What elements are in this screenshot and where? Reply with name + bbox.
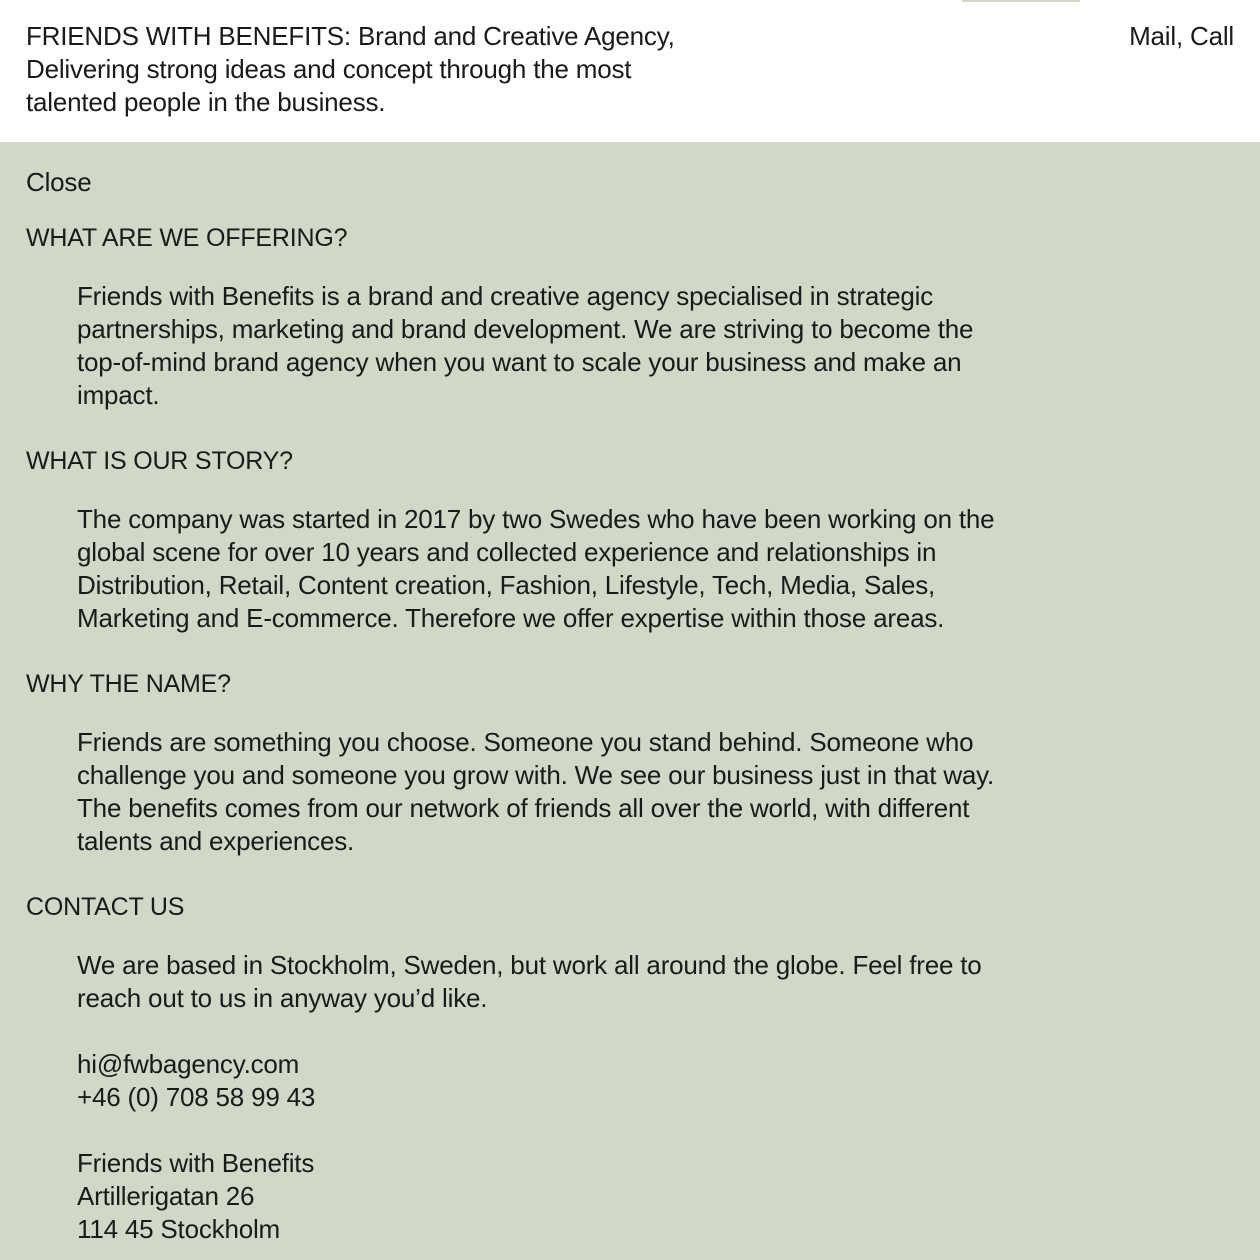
call-link[interactable]: Call (1190, 21, 1234, 51)
paragraph-line: The benefits comes from our network of friends all over the world, with different (77, 793, 970, 823)
tagline-line: talented people in the business. (26, 87, 386, 117)
info-panel (0, 142, 1260, 1260)
header-tab-indicator (962, 0, 1080, 2)
paragraph-line: top-of-mind brand agency when you want to scale your business and make an (77, 347, 962, 377)
address-line: 114 45 Stockholm (77, 1214, 280, 1244)
link-separator: , (1175, 21, 1190, 51)
phone-link[interactable]: +46 (0) 708 58 99 43 (77, 1082, 316, 1112)
close-button[interactable]: Close (26, 167, 92, 197)
paragraph-line: challenge you and someone you grow with. We see our business just in that way. (77, 760, 995, 790)
section-heading-contact: CONTACT US (26, 893, 185, 921)
contact-details (77, 1048, 1057, 1114)
paragraph-line: The company was started in 2017 by two Swedes who have been working on the (77, 504, 995, 534)
paragraph-line: global scene for over 10 years and collected experience and relationships in (77, 537, 937, 567)
paragraph-line: Friends are something you choose. Someone you stand behind. Someone who (77, 727, 974, 757)
tagline-line: FRIENDS WITH BENEFITS: Brand and Creative Agency, (26, 21, 675, 51)
paragraph-line: Distribution, Retail, Content creation, Fashion, Lifestyle, Tech, Media, Sales, (77, 570, 936, 600)
paragraph-line: partnerships, marketing and brand development. We are striving to become the (77, 314, 974, 344)
header-contact-links (1129, 20, 1234, 53)
agency-tagline (26, 20, 726, 119)
site-header (0, 0, 1260, 142)
tagline-line: Delivering strong ideas and concept through the most (26, 54, 632, 84)
section-heading-offering: WHAT ARE WE OFFERING? (26, 224, 348, 252)
section-body-story (77, 503, 1057, 635)
paragraph-line: Marketing and E-commerce. Therefore we offer expertise within those areas. (77, 603, 945, 633)
section-heading-name: WHY THE NAME? (26, 670, 231, 698)
section-body-contact (77, 949, 1057, 1015)
section-body-name (77, 726, 1057, 858)
paragraph-line: impact. (77, 380, 160, 410)
section-heading-story: WHAT IS OUR STORY? (26, 447, 293, 475)
email-link[interactable]: hi@fwbagency.com (77, 1049, 300, 1079)
address-line: Artillerigatan 26 (77, 1181, 255, 1211)
mail-link[interactable]: Mail (1129, 21, 1176, 51)
address-line: Friends with Benefits (77, 1148, 315, 1178)
paragraph-line: reach out to us in anyway you’d like. (77, 983, 488, 1013)
paragraph-line: talents and experiences. (77, 826, 355, 856)
section-body-offering (77, 280, 1057, 412)
paragraph-line: We are based in Stockholm, Sweden, but work all around the globe. Feel free to (77, 950, 982, 980)
paragraph-line: Friends with Benefits is a brand and creative agency specialised in strategic (77, 281, 934, 311)
postal-address (77, 1147, 1057, 1246)
